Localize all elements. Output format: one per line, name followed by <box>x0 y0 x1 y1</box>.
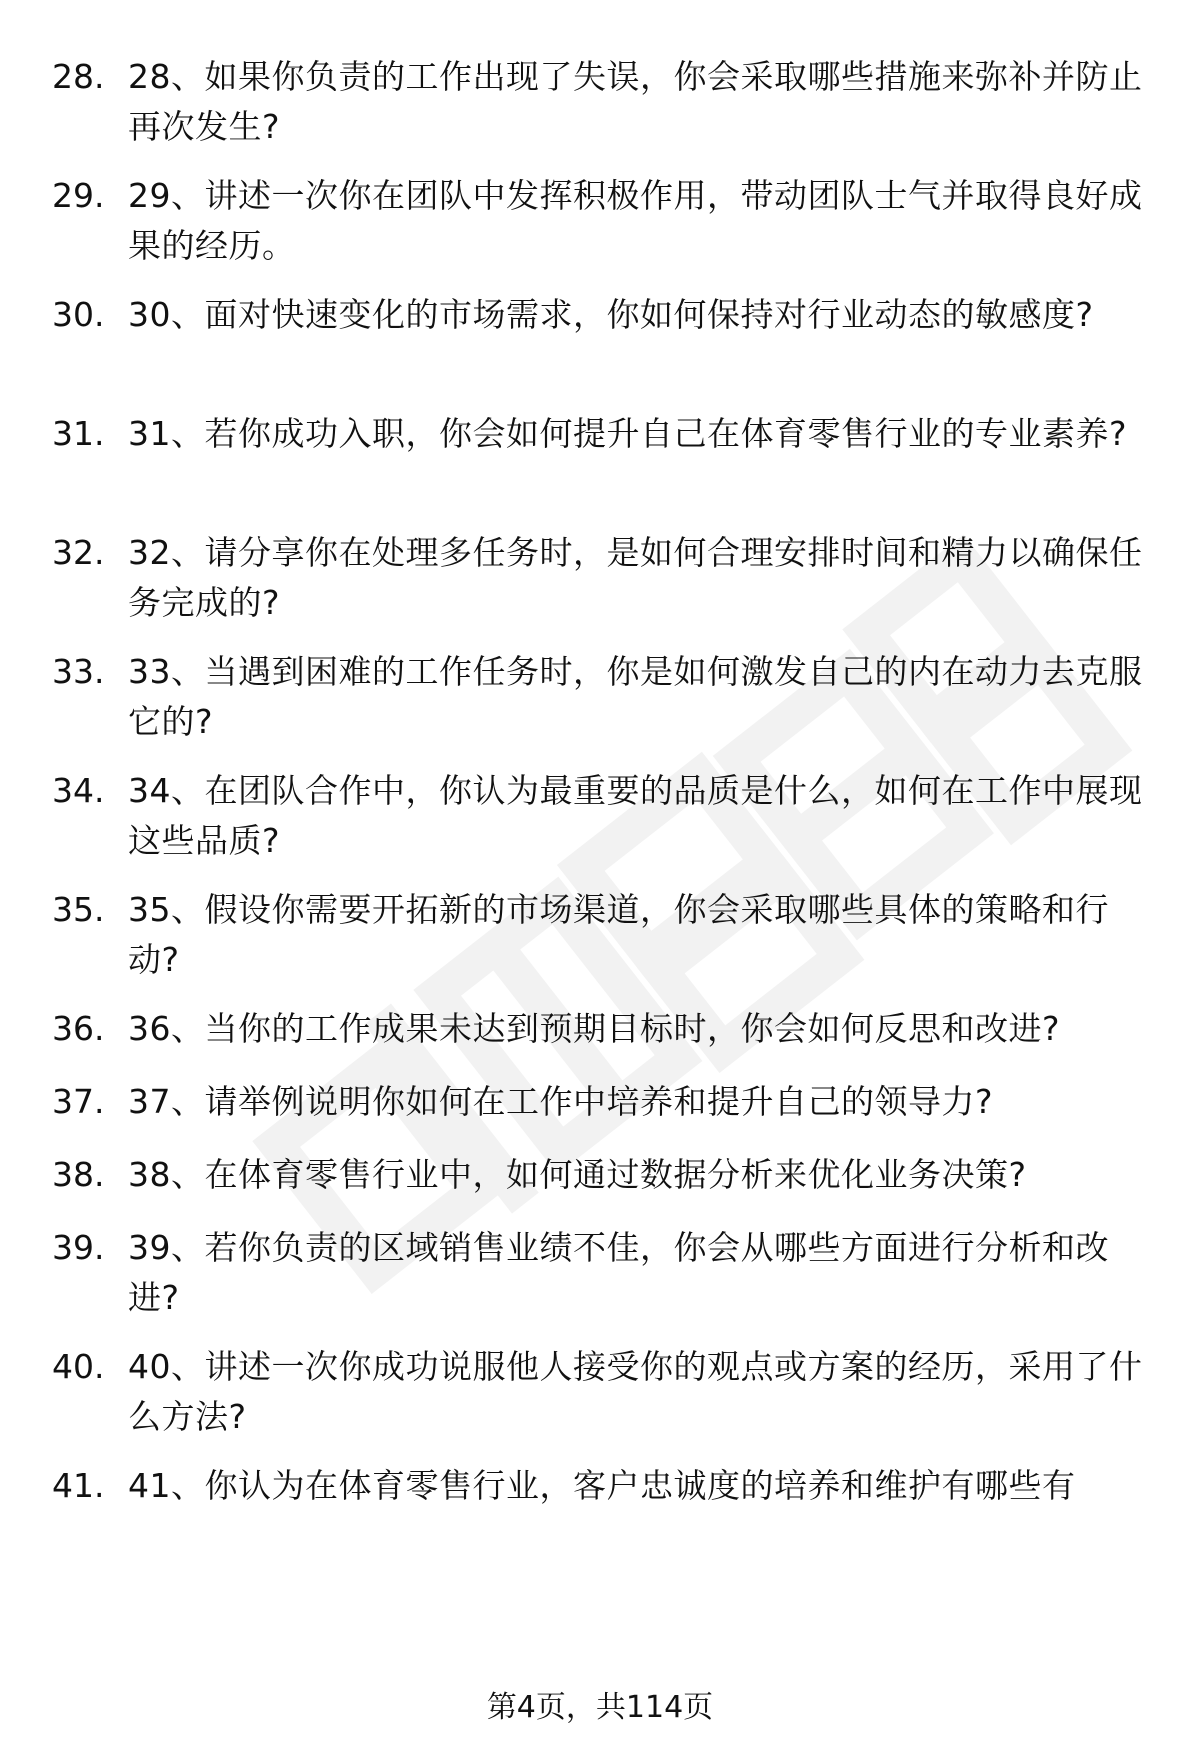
question-number: 30. <box>52 295 105 334</box>
question-text: 39、若你负责的区域销售业绩不佳，你会从哪些方面进行分析和改进? <box>128 1228 1109 1317</box>
question-text: 38、在体育零售行业中，如何通过数据分析来优化业务决策? <box>128 1155 1027 1194</box>
question-text: 32、请分享你在处理多任务时，是如何合理安排时间和精力以确保任务完成的? <box>128 533 1143 622</box>
question-number: 33. <box>52 652 105 691</box>
question-number: 38. <box>52 1155 105 1194</box>
question-number: 39. <box>52 1228 105 1267</box>
question-number: 28. <box>52 57 105 96</box>
question-number: 40. <box>52 1347 105 1386</box>
question-number: 32. <box>52 533 105 572</box>
page-footer: 第4页，共114页 <box>486 1690 714 1725</box>
question-text: 34、在团队合作中，你认为最重要的品质是什么，如何在工作中展现这些品质? <box>128 771 1143 860</box>
question-number: 37. <box>52 1082 105 1121</box>
question-text: 31、若你成功入职，你会如何提升自己在体育零售行业的专业素养? <box>128 414 1128 453</box>
question-text: 37、请举例说明你如何在工作中培养和提升自己的领导力? <box>128 1082 994 1121</box>
question-number: 36. <box>52 1009 105 1048</box>
question-number: 31. <box>52 414 105 453</box>
question-text: 28、如果你负责的工作出现了失误，你会采取哪些措施来弥补并防止再次发生? <box>128 57 1143 146</box>
question-text: 29、讲述一次你在团队中发挥积极作用，带动团队士气并取得良好成果的经历。 <box>128 176 1143 265</box>
question-text: 35、假设你需要开拓新的市场渠道，你会采取哪些具体的策略和行动? <box>128 890 1109 979</box>
question-text: 36、当你的工作成果未达到预期目标时，你会如何反思和改进? <box>128 1009 1061 1048</box>
question-number: 41. <box>52 1466 105 1505</box>
question-text: 30、面对快速变化的市场需求，你如何保持对行业动态的敏感度? <box>128 295 1094 334</box>
question-text: 40、讲述一次你成功说服他人接受你的观点或方案的经历，采用了什么方法? <box>128 1347 1143 1436</box>
question-number: 34. <box>52 771 105 810</box>
question-number: 35. <box>52 890 105 929</box>
question-number: 29. <box>52 176 105 215</box>
question-text: 33、当遇到困难的工作任务时，你是如何激发自己的内在动力去克服它的? <box>128 652 1143 741</box>
question-text: 41、你认为在体育零售行业，客户忠诚度的培养和维护有哪些有 <box>128 1466 1076 1505</box>
